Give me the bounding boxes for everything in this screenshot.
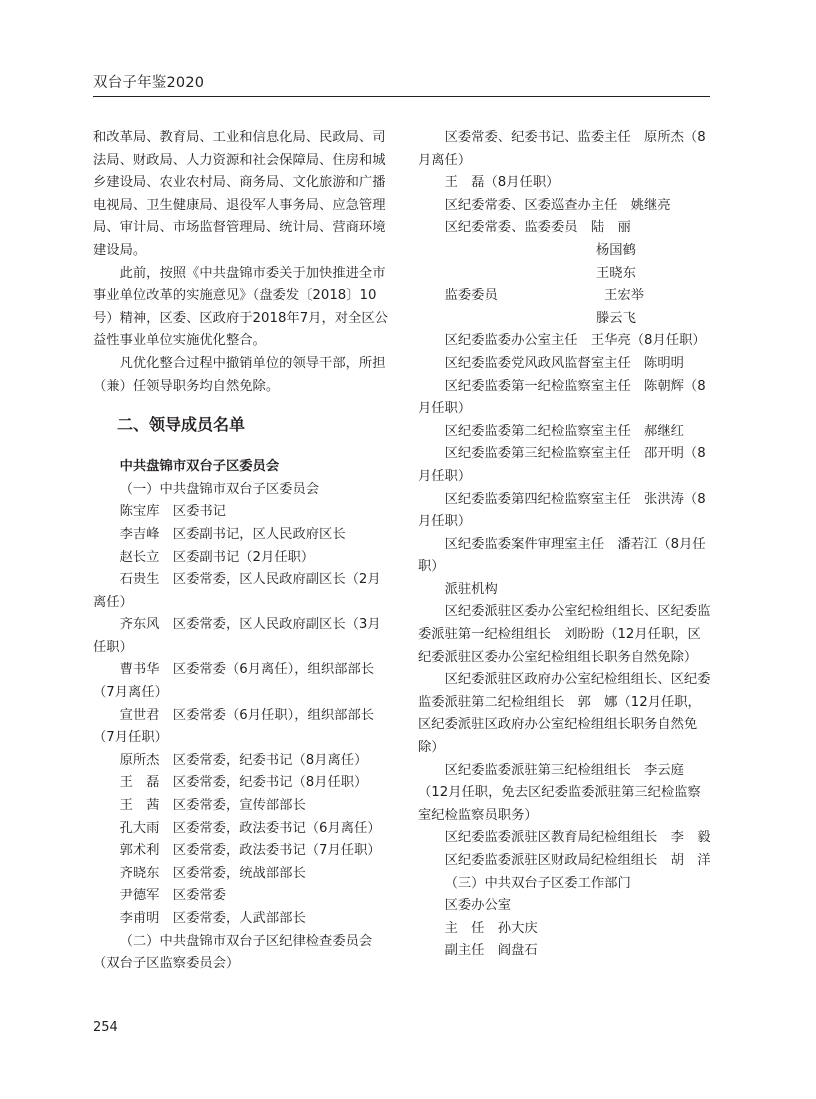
list-item: 区纪委监委派驻第三纪检组组长 李云庭（12月任职，免去区纪委监委派驻第三纪检监察室纪检监察员职务） xyxy=(418,762,701,823)
list-item: 尹德军 区委常委 xyxy=(119,888,226,904)
list-item: 齐晓东 区委常委，统战部部长 xyxy=(119,865,306,881)
list-item: 副主任 阎盘石 xyxy=(444,943,538,959)
list-item: 区纪委监委第三纪检监察室主任 邵开明（8月任职） xyxy=(418,446,706,484)
list-item: 李甫明 区委常委，人武部部长 xyxy=(119,911,306,926)
list-item: 曹书华 区委常委（6月离任），组织部部长（7月离任） xyxy=(93,662,375,701)
running-header: 双台子年鉴2020 xyxy=(93,75,205,91)
list-item: 赵长立 区委副书记（2月任职） xyxy=(119,549,315,565)
list-item: 区纪委派驻区委办公室纪检组组长、区纪委监委派驻第一纪检组组长 刘盼盼（12月任职，区纪委派驻区委办公室纪检组组长职务自然免除） xyxy=(418,604,711,665)
list-item: 孔大雨 区委常委，政法委书记（6月离任） xyxy=(119,820,381,836)
left-column xyxy=(93,127,389,976)
list-item-name: 滕云飞 xyxy=(596,310,636,326)
list-item: 区纪委监委第二纪检监察室主任 郝继红 xyxy=(444,423,684,439)
list-item: （二）中共盘锦市双台子区纪律检查委员会（双台子区监察委员会） xyxy=(93,933,373,972)
list-item: 郭术利 区委常委，政法委书记（7月任职） xyxy=(119,843,381,859)
list-item: 原所杰 区委常委，纪委书记（8月离任） xyxy=(119,752,368,768)
list-item: 石贵生 区委常委，区人民政府副区长（2月离任） xyxy=(93,572,381,610)
list-item: 区纪委监委党风政风监督室主任 陈明明 xyxy=(444,355,684,371)
list-item: 区纪委派驻区政府办公室纪检组组长、区纪委监委派驻第二纪检组组长 郭 娜（12月任职，区纪委派驻区政府办公室纪检组组长职务自然免除） xyxy=(418,672,711,756)
list-item: 主 任 孙大庆 xyxy=(444,920,538,936)
list-item: 区委办公室 xyxy=(444,898,512,914)
list-item: 区委常委、纪委书记、监委主任 原所杰（8月离任） xyxy=(418,130,706,168)
list-item: 区纪委监委派驻区财政局纪检组组长 胡 洋 xyxy=(444,853,711,868)
list-item: 王 磊 区委常委，纪委书记（8月任职） xyxy=(119,775,368,791)
list-item: 陈宝库 区委书记 xyxy=(119,504,226,520)
list-item: 区纪委监委第四纪检监察室主任 张洪涛（8月任职） xyxy=(418,491,706,530)
list-item: 王 茜 区委常委，宣传部部长 xyxy=(119,798,306,814)
list-item: 区纪委监委第一纪检监察室主任 陈朝辉（8月任职） xyxy=(418,378,706,417)
paragraph: 凡优化整合过程中撤销单位的领导干部，所担（兼）任领导职务均自然免除。 xyxy=(93,355,386,394)
list-item: 派驻机构 xyxy=(444,581,498,597)
right-column xyxy=(418,127,714,963)
list-item: 李吉峰 区委副书记，区人民政府区长 xyxy=(119,526,346,542)
paragraph: 和改革局、教育局、工业和信息化局、民政局、司法局、财政局、人力资源和社会保障局、住房和城乡建设局、农业农村局、商务局、文化旅游和广播电视局、卫生健康局、退役军人事务局、应急管理局、审计局、市场监督管理局、统计局、营商环境建设局。 xyxy=(93,130,386,258)
page-number: 254 xyxy=(93,1020,118,1035)
header-rule xyxy=(93,96,710,97)
list-item: 齐东风 区委常委，区人民政府副区长（3月任职） xyxy=(93,617,381,655)
section-title: 二、领导成员名单 xyxy=(117,415,246,435)
list-item: 区纪委常委、监委委员 陆 丽 xyxy=(444,220,631,236)
list-item: 王 磊（8月任职） xyxy=(444,175,560,191)
list-item: 区纪委监委案件审理室主任 潘若江（8月任职） xyxy=(418,536,706,575)
list-item: 区纪委监委办公室主任 王华亮（8月任职） xyxy=(444,333,706,349)
list-item-name: 杨国鹤 xyxy=(596,242,636,258)
list-item-name: 王晓东 xyxy=(596,265,636,281)
organization-title: 中共盘锦市双台子区委员会 xyxy=(119,459,280,475)
list-item: （三）中共双台子区委工作部门 xyxy=(444,875,631,891)
paragraph: 此前，按照《中共盘锦市委关于加快推进全市事业单位改革的实施意见》（盘委发〔2018〕10号）精神，区委、区政府于2018年7月，对全区公益性事业单位实施优化整合。 xyxy=(93,265,388,349)
list-item: 监委委员 王宏举 xyxy=(444,288,645,304)
list-item: 区纪委常委、区委巡查办主任 姚继亮 xyxy=(444,197,671,213)
list-item: （一）中共盘锦市双台子区委员会 xyxy=(119,481,320,497)
list-item: 区纪委监委派驻区教育局纪检组组长 李 毅 xyxy=(444,830,711,846)
list-item: 宣世君 区委常委（6月任职），组织部部长（7月任职） xyxy=(93,707,375,746)
